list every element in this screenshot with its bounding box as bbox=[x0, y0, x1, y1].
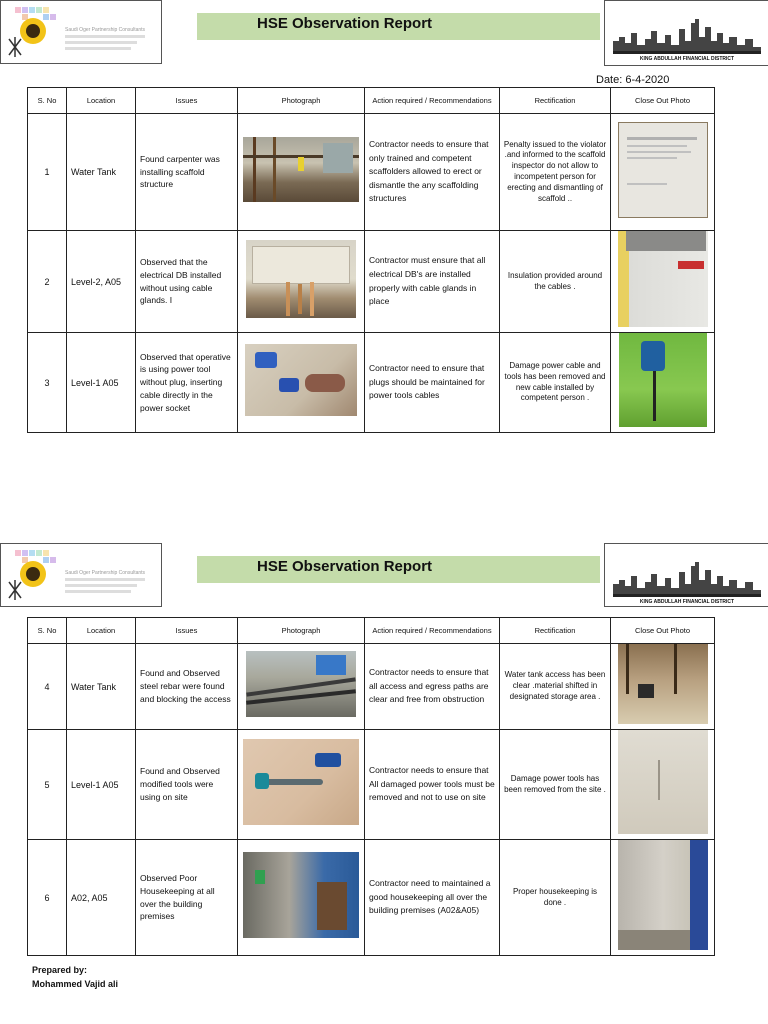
row-sno: 5 bbox=[28, 730, 67, 840]
row-location: Water Tank bbox=[67, 114, 136, 231]
row-action: Contractor must ensure that all electrical DB's are installed properly with cable glands in place bbox=[365, 231, 500, 333]
close-out-photo bbox=[618, 644, 708, 724]
report-title: HSE Observation Report bbox=[257, 558, 433, 575]
row-issue: Observed Poor Housekeeping at all over the building premises bbox=[136, 840, 238, 956]
row-rectification: Penalty issued to the violator .and informed to the scaffold inspector do not allow to incompetent person for erecting and dismantling of scaffold .. bbox=[500, 114, 611, 231]
header-location: Location bbox=[67, 88, 136, 114]
consultant-name-text: Saudi Oger Partnership Consultants bbox=[65, 27, 146, 33]
row-location: Water Tank bbox=[67, 644, 136, 730]
close-out-photo bbox=[619, 333, 707, 427]
table-row bbox=[28, 231, 715, 333]
row-location: Level-2, A05 bbox=[67, 231, 136, 333]
table-row bbox=[28, 840, 715, 956]
observation-photo bbox=[243, 739, 359, 825]
header-issues: Issues bbox=[136, 618, 238, 644]
header-close-out: Close Out Photo bbox=[611, 88, 715, 114]
row-action: Contractor need to maintained a good housekeeping all over the building premises (A02&A05) bbox=[365, 840, 500, 956]
close-out-photo bbox=[618, 122, 708, 218]
close-out-photo bbox=[618, 231, 708, 327]
row-sno: 2 bbox=[28, 231, 67, 333]
report-date: Date: 6-4-2020 bbox=[596, 74, 670, 86]
prepared-by-label: Prepared by: bbox=[32, 965, 88, 975]
close-out-photo bbox=[618, 730, 708, 834]
row-rectification: Damage power cable and tools has been removed and new cable installed by competent person . bbox=[500, 333, 611, 433]
header-action: Action required / Recommendations bbox=[365, 618, 500, 644]
row-location: A02, A05 bbox=[67, 840, 136, 956]
table-row bbox=[28, 644, 715, 730]
observation-photo bbox=[246, 651, 356, 717]
row-rectification: Damage power tools has been removed from the site . bbox=[500, 730, 611, 840]
table-row bbox=[28, 333, 715, 433]
report-title: HSE Observation Report bbox=[257, 15, 433, 32]
close-out-photo bbox=[618, 840, 708, 950]
observation-photo bbox=[245, 344, 357, 416]
consultant-logo bbox=[0, 543, 162, 607]
prepared-by-name: Mohammed Vajid ali bbox=[32, 979, 119, 990]
row-rectification: Proper housekeeping is done . bbox=[500, 840, 611, 956]
header-photograph: Photograph bbox=[238, 618, 365, 644]
header-rectification: Rectification bbox=[500, 618, 611, 644]
observation-photo bbox=[243, 852, 359, 938]
row-action: Contractor needs to ensure that only trained and competent scaffolders allowed to erect or dismantle the any scaffolding structures bbox=[365, 114, 500, 231]
header-photograph: Photograph bbox=[238, 88, 365, 114]
city-skyline-logo bbox=[605, 1, 768, 65]
row-issue: Observed that operative is using power tool without plug, inserting cable directly in the power socket bbox=[136, 333, 238, 433]
row-issue: Found and Observed modified tools were using on site bbox=[136, 730, 238, 840]
client-logo bbox=[604, 543, 768, 607]
client-name-text: KING ABDULLAH FINANCIAL DISTRICT bbox=[639, 599, 735, 605]
table-header-row bbox=[28, 88, 715, 114]
header-issues: Issues bbox=[136, 88, 238, 114]
observation-table-2 bbox=[27, 617, 715, 956]
row-sno: 6 bbox=[28, 840, 67, 956]
row-action: Contractor needs to ensure that all access and egress paths are clear and free from obstruction bbox=[365, 644, 500, 730]
row-action: Contractor need to ensure that plugs should be maintained for power tools cables bbox=[365, 333, 500, 433]
row-issue: Found and Observed steel rebar were found and blocking the access bbox=[136, 644, 238, 730]
table-row bbox=[28, 114, 715, 231]
consultant-logo bbox=[0, 0, 162, 64]
client-logo bbox=[604, 0, 768, 66]
observation-photo bbox=[246, 240, 356, 318]
header-action: Action required / Recommendations bbox=[365, 88, 500, 114]
header-rectification: Rectification bbox=[500, 88, 611, 114]
observation-table-1 bbox=[27, 87, 715, 433]
row-sno: 3 bbox=[28, 333, 67, 433]
table-row bbox=[28, 730, 715, 840]
header-sno: S. No bbox=[28, 618, 67, 644]
header-location: Location bbox=[67, 618, 136, 644]
prepared-by bbox=[32, 963, 118, 992]
observation-photo bbox=[243, 137, 359, 202]
row-sno: 1 bbox=[28, 114, 67, 231]
row-sno: 4 bbox=[28, 644, 67, 730]
row-issue: Found carpenter was installing scaffold structure bbox=[136, 114, 238, 231]
row-action: Contractor needs to ensure that All damaged power tools must be removed and not to use on site bbox=[365, 730, 500, 840]
report-title-bar bbox=[197, 13, 600, 40]
city-skyline-logo bbox=[605, 544, 768, 606]
row-rectification: Insulation provided around the cables . bbox=[500, 231, 611, 333]
consultant-name-text: Saudi Oger Partnership Consultants bbox=[65, 570, 146, 576]
consultant-logo-graphic bbox=[1, 544, 161, 606]
row-location: Level-1 A05 bbox=[67, 333, 136, 433]
row-location: Level-1 A05 bbox=[67, 730, 136, 840]
header-sno: S. No bbox=[28, 88, 67, 114]
header-close-out: Close Out Photo bbox=[611, 618, 715, 644]
row-rectification: Water tank access has been clear .material shifted in designated storage area . bbox=[500, 644, 611, 730]
table-header-row bbox=[28, 618, 715, 644]
report-title-bar bbox=[197, 556, 600, 583]
consultant-logo-graphic bbox=[1, 1, 161, 63]
client-name-text: KING ABDULLAH FINANCIAL DISTRICT bbox=[639, 56, 735, 62]
row-issue: Observed that the electrical DB installed without using cable glands. I bbox=[136, 231, 238, 333]
